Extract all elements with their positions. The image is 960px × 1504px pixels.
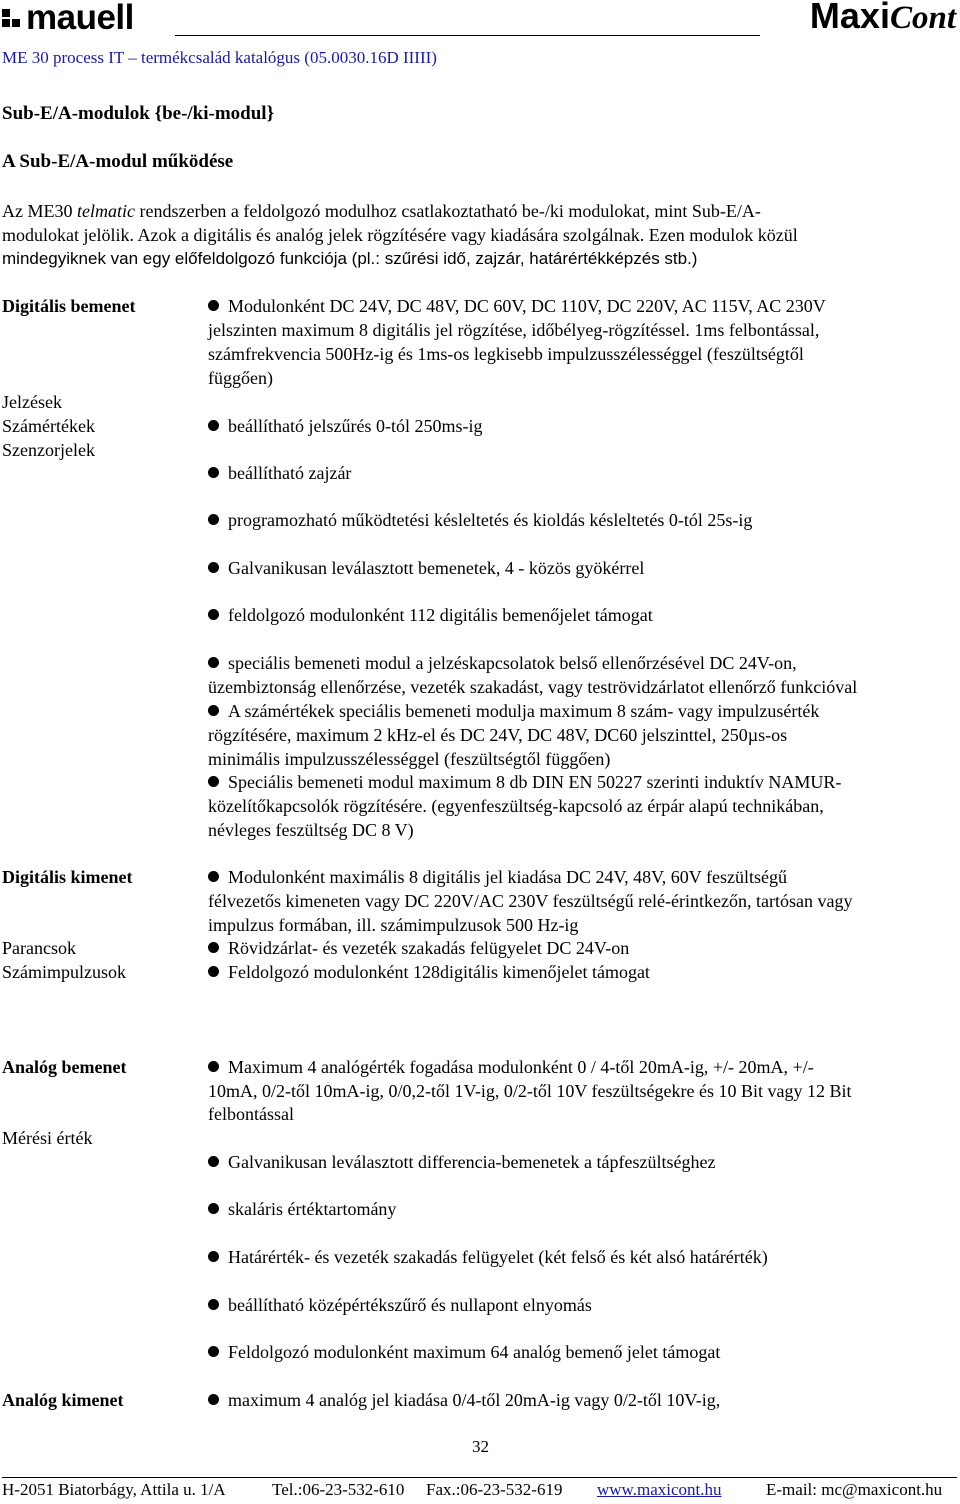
bullet-item [208,653,797,674]
bullet-icon [208,300,219,311]
intro-line-1 [2,201,761,222]
footer-rule [2,1477,957,1478]
mauell-logo [2,0,134,36]
bullet-text: skaláris értéktartomány [228,1199,397,1219]
mauell-logo-text: mauell [26,0,134,37]
digital-output-label: Parancsok [2,938,76,958]
intro-emphasis: telmatic [77,201,135,221]
digital-input-heading: Digitális bemenet [2,296,136,316]
bullet-text: Rövidzárlat- és vezeték szakadás felügyelet DC 24V-on [228,938,630,958]
digital-input-label: Jelzések [2,392,62,412]
maxicont-logo [810,0,956,38]
bullet-item [208,962,650,983]
digital-input-label: Számértékek [2,416,95,436]
bullet-icon [208,420,219,431]
bullet-text: Határérték- és vezeték szakadás felügyelet (két felső és két alsó határérték) [228,1247,768,1267]
bullet-continuation: félvezetős kimeneten vagy DC 220V/AC 230V feszültségű relé-érintkezőn, tartósan vagy [208,891,853,911]
bullet-item [208,463,351,484]
bullet-continuation: minimális impulzusszélességgel (feszültségtől függően) [208,749,611,769]
bullet-item [208,1390,720,1411]
bullet-icon [208,657,219,668]
footer-email[interactable]: E-mail: mc@maxicont.hu [766,1480,943,1499]
footer-website-link[interactable]: www.maxicont.hu [597,1480,722,1499]
bullet-text: A számértékek speciális bemeneti modulja maximum 8 szám- vagy impulzusérték [228,701,820,721]
bullet-continuation: számfrekvencia 500Hz-ig és 1ms-os legkisebb impulzusszélességgel (feszültségtől [208,344,804,364]
bullet-text: Feldolgozó modulonként 128digitális kimenőjelet támogat [228,962,650,982]
bullet-text: feldolgozó modulonként 112 digitális bemenőjelet támogat [228,605,653,625]
footer-fax: Fax.:06-23-532-619 [426,1480,563,1499]
bullet-text: speciális bemeneti modul a jelzéskapcsolatok belső ellenőrzésével DC 24V-on, [228,653,797,673]
bullet-text: Galvanikusan leválasztott differencia-bemenetek a tápfeszültséghez [228,1152,716,1172]
bullet-icon [208,609,219,620]
bullet-item [208,1342,720,1363]
bullet-icon [208,705,219,716]
catalog-reference: ME 30 process IT – termékcsalád katalógus (05.0030.16D IIIII) [2,48,437,67]
bullet-continuation: függően) [208,368,273,388]
intro-line-3: mindegyiknek van egy előfeldolgozó funkciója (pl.: szűrési idő, zajzár, határértékképzés stb.) [2,249,698,268]
digital-output-heading: Digitális kimenet [2,867,133,887]
footer-address: H-2051 Biatorbágy, Attila u. 1/A [2,1480,226,1499]
bullet-icon [208,467,219,478]
mauell-logo-mark-icon [2,9,20,27]
bullet-continuation: névleges feszültség DC 8 V) [208,820,414,840]
bullet-item [208,1247,768,1268]
bullet-icon [208,562,219,573]
bullet-item [208,1152,715,1173]
bullet-text: Modulonként maximális 8 digitális jel kiadása DC 24V, 48V, 60V feszültségű [228,867,787,887]
bullet-continuation: üzembiztonság ellenőrzése, vezeték szakadást, vagy teströvidzárlatot ellenőrző funkcióval [208,677,858,697]
bullet-icon [208,871,219,882]
bullet-icon [208,514,219,525]
maxicont-logo-cont: Cont [889,0,956,36]
bullet-icon [208,1394,219,1405]
section-title: Sub-E/A-modulok {be-/ki-modul} [2,103,275,124]
bullet-text: Feldolgozó modulonként maximum 64 analóg bemenő jelet támogat [228,1342,721,1362]
bullet-continuation: impulzus formában, ill. számimpulzusok 500 Hz-ig [208,915,579,935]
bullet-item [208,1295,592,1316]
bullet-item [208,605,653,626]
bullet-continuation: közelítőkapcsolók rögzítésére. (egyenfeszültség-kapcsoló az érpár alapú technikában, [208,796,824,816]
bullet-text: Speciális bemeneti modul maximum 8 db DIN EN 50227 szerinti induktív NAMUR- [228,772,842,792]
digital-input-label: Szenzorjelek [2,440,95,460]
bullet-item [208,416,482,437]
analog-input-label: Mérési érték [2,1128,93,1148]
subsection-title: A Sub-E/A-modul működése [2,151,234,172]
bullet-text: Maximum 4 analógérték fogadása modulonként 0 / 4-től 20mA-ig, +/- 20mA, +/- [228,1057,814,1077]
page-number: 32 [472,1437,489,1456]
bullet-text: maximum 4 analóg jel kiadása 0/4-től 20mA-ig vagy 0/2-től 10V-ig, [228,1390,721,1410]
bullet-icon [208,1299,219,1310]
bullet-icon [208,942,219,953]
analog-input-heading: Analóg bemenet [2,1057,127,1077]
bullet-item [208,558,644,579]
bullet-item [208,510,752,531]
footer-phone: Tel.:06-23-532-610 [272,1480,405,1499]
bullet-text: beállítható zajzár [228,463,352,483]
bullet-item [208,1199,396,1220]
bullet-item [208,296,826,317]
intro-text: rendszerben a feldolgozó modulhoz csatlakoztatható be-/ki modulokat, mint Sub-E/A- [134,201,761,221]
analog-output-heading: Analóg kimenet [2,1390,124,1410]
bullet-text: Modulonként DC 24V, DC 48V, DC 60V, DC 110V, DC 220V, AC 115V, AC 230V [228,296,826,316]
bullet-icon [208,1251,219,1262]
maxicont-logo-maxi: Maxi [809,0,890,36]
bullet-item [208,701,819,722]
bullet-item [208,867,787,888]
bullet-icon [208,1203,219,1214]
bullet-icon [208,1346,219,1357]
bullet-text: beállítható jelszűrés 0-tól 250ms-ig [228,416,483,436]
intro-text: Az ME30 [2,201,77,221]
header-rule [175,35,760,36]
bullet-item [208,1057,814,1078]
intro-line-2: modulokat jelölik. Azok a digitális és analóg jelek rögzítésére vagy kiadására szolgálnak. Ezen modulok közül [2,225,798,245]
bullet-continuation: jelszinten maximum 8 digitális jel rögzítése, időbélyeg-rögzítéssel. 1ms felbontással, [208,320,820,340]
bullet-icon [208,966,219,977]
bullet-icon [208,776,219,787]
bullet-text: Galvanikusan leválasztott bemenetek, 4 - közös gyökérrel [228,558,645,578]
bullet-text: programozható működtetési késleltetés és kioldás késleltetés 0-tól 25s-ig [228,510,753,530]
bullet-continuation: felbontással [208,1104,294,1124]
digital-output-label: Számimpulzusok [2,962,126,982]
bullet-icon [208,1156,219,1167]
bullet-item [208,772,841,793]
bullet-continuation: rögzítésére, maximum 2 kHz-el és DC 24V, DC 48V, DC60 jelszinttel, 250µs-os [208,725,788,745]
bullet-item [208,938,629,959]
bullet-continuation: 10mA, 0/2-től 10mA-ig, 0/0,2-től 1V-ig, 0/2-től 10V feszültségekre és 10 Bit vagy 12 Bit [208,1081,852,1101]
bullet-icon [208,1061,219,1072]
bullet-text: beállítható középértékszűrő és nullapont elnyomás [228,1295,592,1315]
